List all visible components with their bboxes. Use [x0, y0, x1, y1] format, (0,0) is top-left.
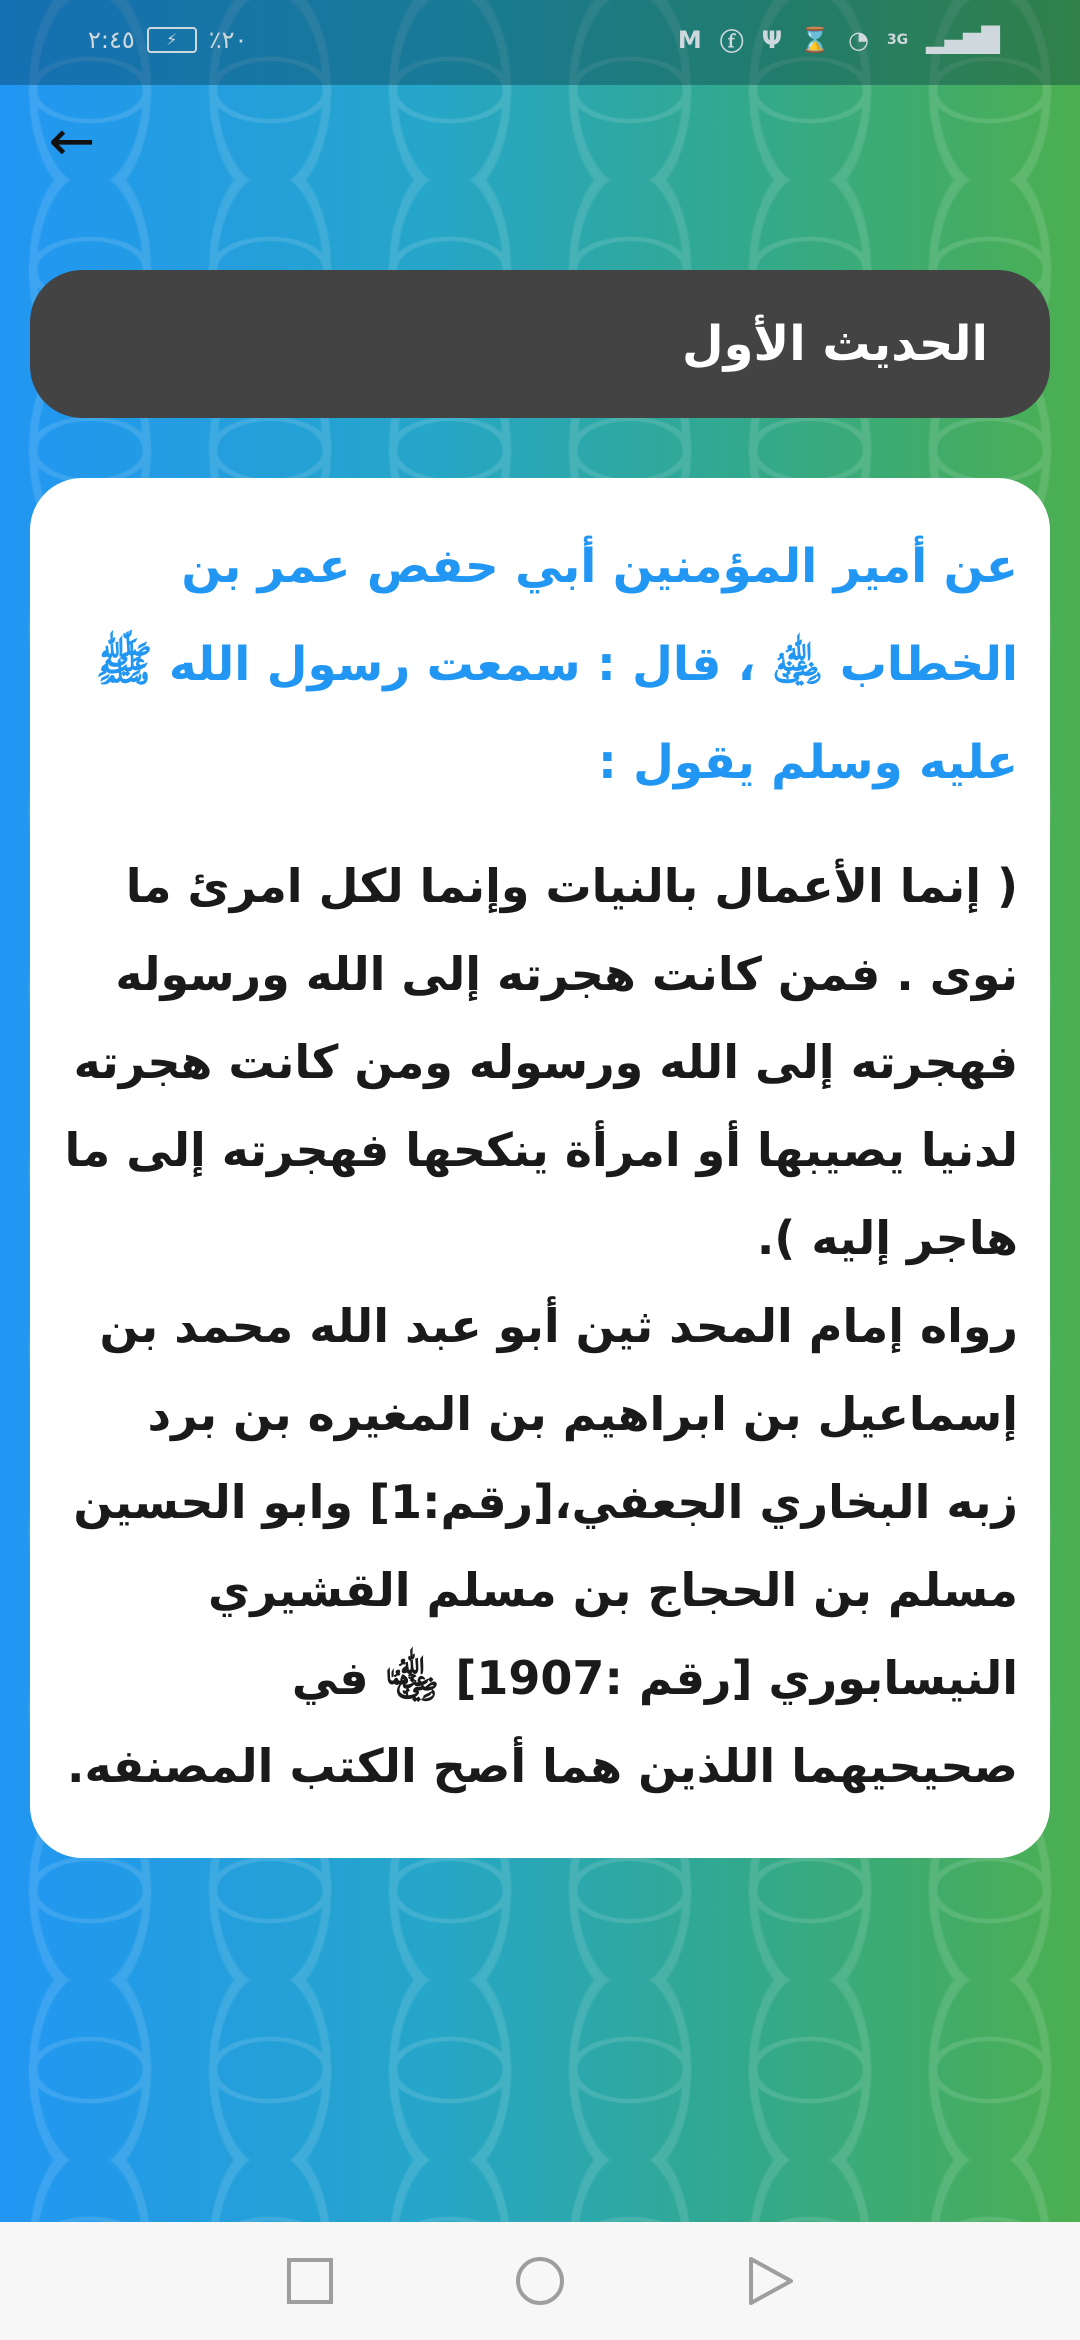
clock: ٢:٤٥	[88, 26, 135, 54]
home-icon[interactable]	[513, 2254, 567, 2308]
battery-percent: ٪٢٠	[208, 26, 248, 54]
recents-icon[interactable]	[283, 2254, 337, 2308]
hadith-card	[30, 478, 1050, 1858]
facebook-icon: ⓕ	[719, 28, 744, 56]
back-nav-icon[interactable]	[743, 2254, 797, 2308]
usb-icon: Ψ	[761, 25, 783, 54]
hadith-source: رواه إمام المحد ثين أبو عبد الله محمد بن إسماعيل بن ابراهيم بن المغيره بن برد زبه البخاري الجعفي،[رقم:1] وابو الحسين مسلم بن الحجاج بن مسلم القشيري النيسابوري [رقم :1907] ﵄ في صحيحيهما اللذين هما أصح الكتب المصنفه.	[66, 1299, 1018, 1793]
wifi-icon: ◔	[847, 25, 869, 54]
hadith-text: ( إنما الأعمال بالنيات وإنما لكل امرئ ما نوى . فمن كانت هجرته إلى الله ورسوله فهجرته إلى الله ورسوله ومن كانت هجرته لدنيا يصيبها أو امرأة ينكحها فهجرته إلى ما هاجر إليه ).	[64, 859, 1018, 1265]
network-type: 3G	[886, 31, 909, 48]
back-button[interactable]: ←	[48, 109, 96, 174]
page-title: الحديث الأول	[30, 270, 1050, 418]
gmail-icon: M	[677, 25, 702, 54]
signal-icon: ▂▄▆█	[926, 25, 1000, 54]
status-bar	[0, 0, 1080, 85]
hadith-intro: عن أمير المؤمنين أبي حفص عمر بن الخطاب ﵁ ، قال : سمعت رسول الله ﷺ عليه وسلم يقول :	[95, 539, 1018, 790]
hourglass-icon: ⌛	[800, 25, 830, 54]
battery-charging-icon: ⚡	[147, 27, 197, 53]
navigation-bar	[0, 2222, 1080, 2340]
